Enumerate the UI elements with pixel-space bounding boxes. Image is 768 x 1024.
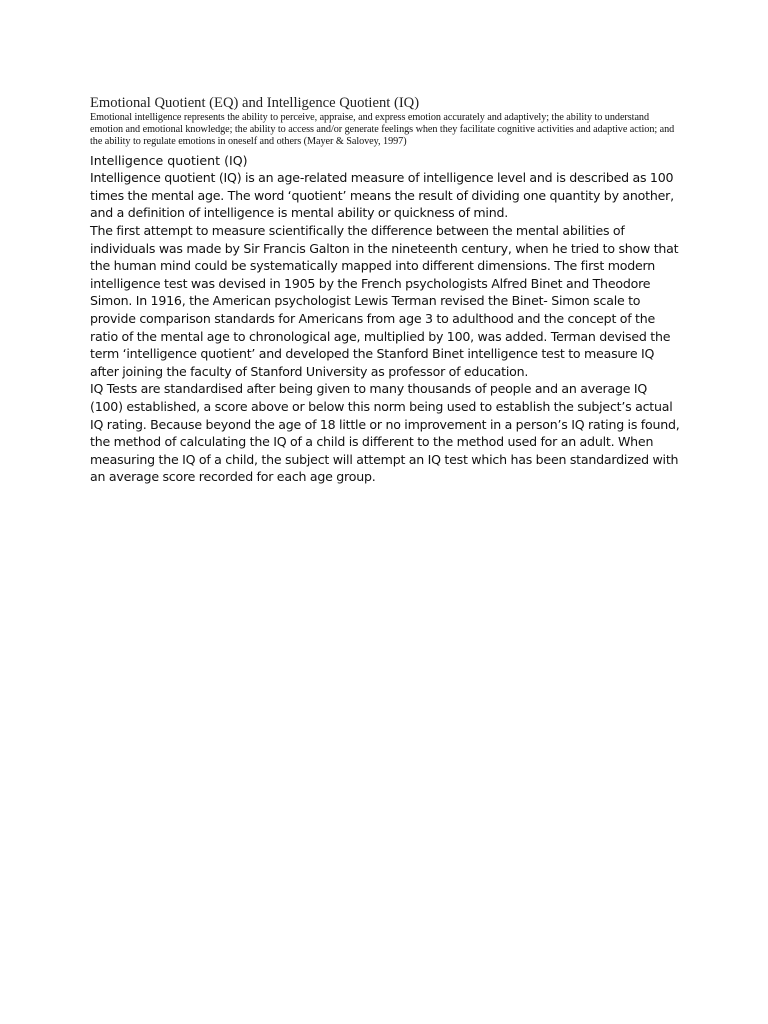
document-title: Emotional Quotient (EQ) and Intelligence Quotient (IQ) [90,95,420,111]
iq-definition-paragraph: Intelligence quotient (IQ) is an age-related measure of intelligence level and is described as 100 times the mental age. The word ‘quotient’ means the result of dividing one quantity by another, and a definition of intelligence is mental ability or quickness of mind. [90,170,674,221]
document-page [90,94,680,486]
iq-section-heading: Intelligence quotient (IQ) [90,152,248,168]
eq-definition-paragraph: Emotional intelligence represents the ability to perceive, appraise, and express emotion accurately and adaptively; the ability to understand emotion and emotional knowledge; the ability to access and/or generate feelings when they facilitate cognitive activities and adaptive action; and the ability to regulate emotions in oneself and others (Mayer & Salovey, 1997) [90,112,675,148]
iq-standardisation-paragraph: IQ Tests are standardised after being given to many thousands of people and an average IQ (100) established, a score above or below this norm being used to establish the subject’s actual IQ rating. Because beyond the age of 18 little or no improvement in a person’s IQ rating is found, the method of calculating the IQ of a child is different to the method used for an adult. When measuring the IQ of a child, the subject will attempt an IQ test which has been standardized with an average score recorded for each age group. [90,381,680,485]
iq-history-paragraph: The first attempt to measure scientifically the difference between the mental abilities of individuals was made by Sir Francis Galton in the nineteenth century, when he tried to show that the human mind could be systematically mapped into different dimensions. The first modern intelligence test was devised in 1905 by the French psychologists Alfred Binet and Theodore Simon. In 1916, the American psychologist Lewis Terman revised the Binet- Simon scale to provide comparison standards for Americans from age 3 to adulthood and the concept of the ratio of the mental age to chronological age, multiplied by 100, was added. Terman devised the term ‘intelligence quotient’ and developed the Stanford Binet intelligence test to measure IQ after joining the faculty of Stanford University as professor of education. [90,222,679,379]
